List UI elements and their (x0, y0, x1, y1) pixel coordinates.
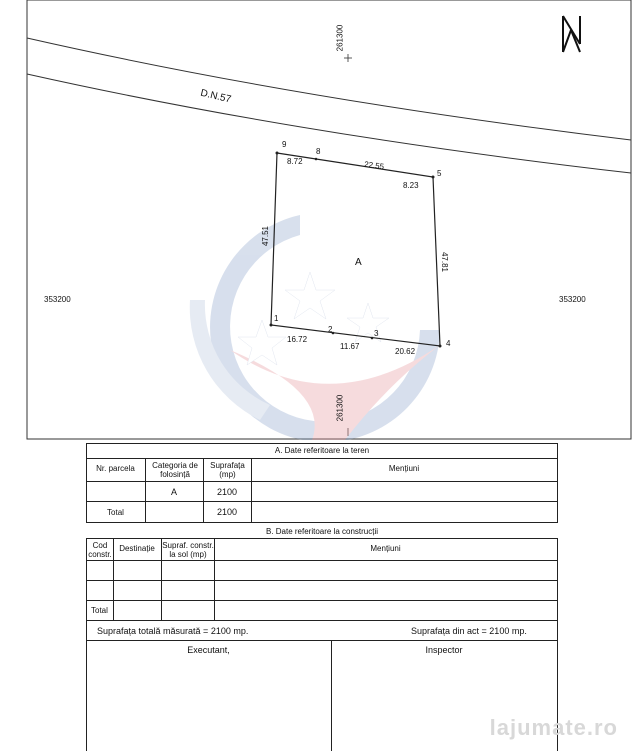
distance-5-4: 47.81 (440, 251, 450, 273)
distance-1-2: 16.72 (287, 335, 308, 344)
plan-frame (27, 0, 631, 439)
distance-9-1: 47.51 (261, 225, 271, 247)
grid-label-left: 353200 (44, 295, 71, 304)
col-code-header: Cod constr. (88, 541, 112, 559)
cell-area: 2100 (216, 487, 238, 497)
col-mentions-b-header: Mențiuni (370, 544, 401, 553)
road-edge-top (27, 38, 631, 140)
section-a-title: A. Date referitoare la teren (274, 446, 370, 455)
point-label-3: 3 (374, 329, 379, 338)
brand-watermark: lajumate.ro (489, 715, 618, 740)
distance-5: 8.23 (403, 181, 419, 190)
road-label: D.N.57 (199, 87, 233, 106)
act-area: Suprafața din act = 2100 mp. (411, 626, 527, 636)
col-area-header: Suprafața (mp) (210, 461, 245, 479)
col-destination-header: Destinație (119, 544, 155, 553)
point-label-4: 4 (446, 339, 451, 348)
watermark-logo (190, 215, 440, 440)
cell-category: A (170, 487, 177, 497)
distance-8-5: 22.55 (363, 159, 385, 172)
point-label-9: 9 (282, 140, 287, 149)
col-category-header: Categoria de folosință (152, 461, 198, 479)
executant-label: Executant, (187, 645, 230, 655)
distance-9-8: 8.72 (287, 157, 303, 166)
total-label-a: Total (107, 508, 124, 517)
point-label-8: 8 (316, 147, 321, 156)
road-edge-bottom (27, 74, 631, 173)
point-label-2: 2 (328, 325, 333, 334)
total-area-a: 2100 (216, 507, 238, 517)
col-mentions-header: Mențiuni (388, 464, 420, 473)
parcel-label: A (355, 257, 362, 268)
north-arrow-icon (563, 16, 580, 52)
measured-area: Suprafața totală măsurată = 2100 mp. (97, 626, 249, 636)
distance-3-4: 20.62 (395, 347, 416, 356)
grid-label-top: 261300 (335, 24, 345, 52)
point-label-1: 1 (274, 314, 279, 323)
point-label-5: 5 (437, 169, 442, 178)
section-b-title: B. Date referitoare la construcții (265, 527, 379, 536)
col-parcel-header: Nr. parcela (96, 464, 135, 473)
inspector-label: Inspector (425, 645, 463, 655)
grid-label-bottom: 261300 (335, 394, 345, 422)
distance-2-3: 11.67 (340, 342, 360, 351)
grid-label-right: 353200 (559, 295, 586, 304)
total-label-b: Total (91, 606, 108, 615)
col-built-area-header: Supraf. constr. la sol (mp) (162, 541, 214, 559)
